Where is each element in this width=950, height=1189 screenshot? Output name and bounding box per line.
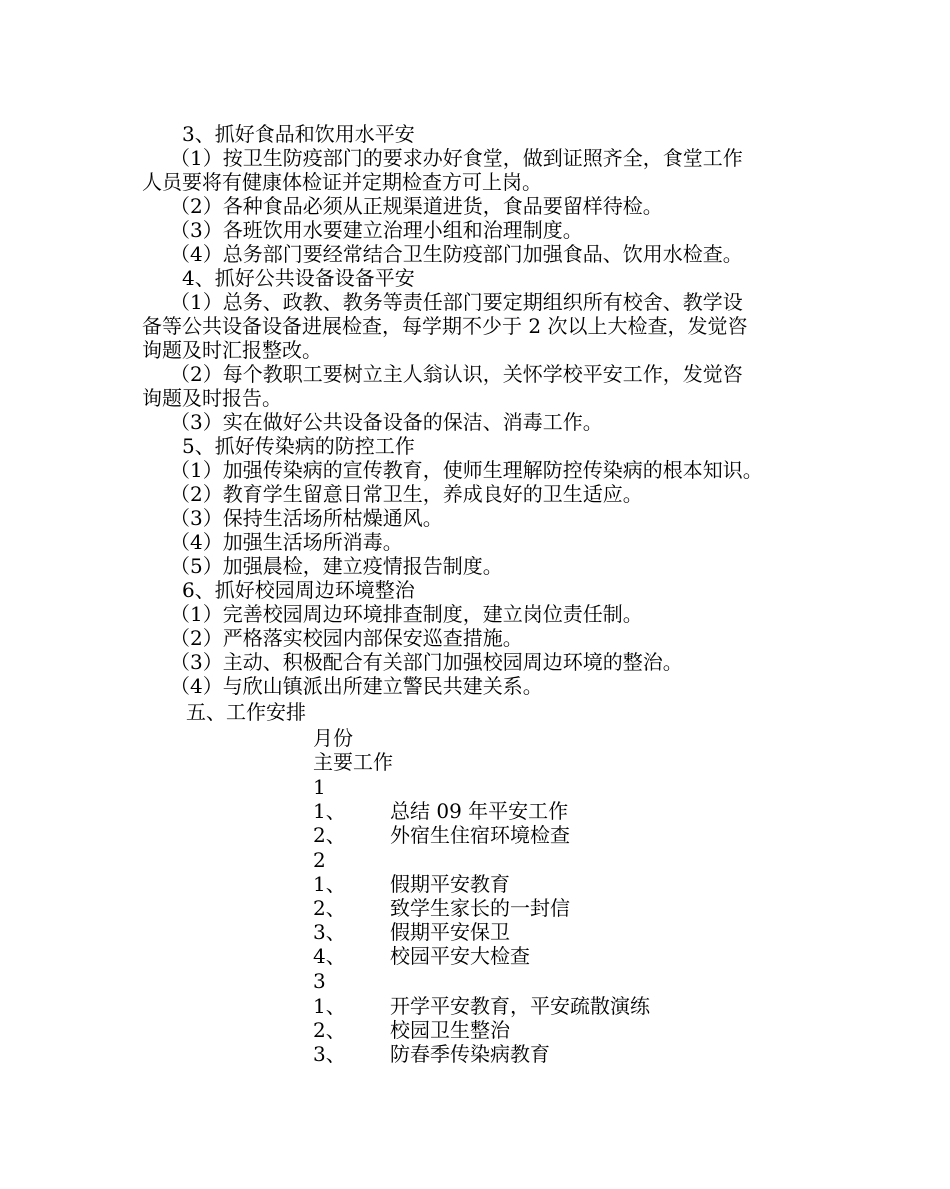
task-text: 致学生家长的一封信: [390, 896, 570, 920]
section3-item-2: （2）各种食品必须从正规渠道进货，食品要留样待检。: [170, 194, 663, 218]
task-text: 开学平安教育，平安疏散演练: [390, 994, 650, 1018]
schedule-month: 3: [313, 969, 326, 993]
section4-item-1: （1）总务、政教、教务等责任部门要定期组织所有校舍、教学设: [170, 290, 743, 314]
schedule-month: 1: [313, 775, 326, 799]
task-number: 3、: [313, 920, 346, 944]
task-text: 假期平安保卫: [390, 920, 510, 944]
task-number: 2、: [313, 823, 346, 847]
section3-item-3: （3）各班饮用水要建立治理小组和治理制度。: [170, 218, 583, 242]
task-number: 3、: [313, 1042, 346, 1066]
task-text: 校园平安大检查: [390, 944, 530, 968]
section4-item-2-cont: 询题及时报告。: [142, 386, 282, 410]
section3-item-1-cont: 人员要将有健康体检证并定期检查方可上岗。: [142, 170, 542, 194]
section4-item-3: （3）实在做好公共设备设备的保洁、消毒工作。: [170, 410, 603, 434]
section4-heading: 4、抓好公共设备设备平安: [182, 266, 415, 290]
section6-heading: 6、抓好校园周边环境整治: [182, 578, 415, 602]
schedule-month: 2: [313, 848, 326, 872]
section6-item-3: （3）主动、积极配合有关部门加强校园周边环境的整治。: [170, 650, 683, 674]
task-number: 2、: [313, 896, 346, 920]
schedule-col-work: 主要工作: [313, 750, 393, 774]
section5-item-1: （1）加强传染病的宣传教育，使师生理解防控传染病的根本知识。: [170, 458, 763, 482]
task-text: 假期平安教育: [390, 872, 510, 896]
task-number: 1、: [313, 994, 346, 1018]
section4-item-1-cont: 备等公共设备设备进展检查，每学期不少于 2 次以上大检查，发觉咨: [142, 314, 748, 338]
task-number: 4、: [313, 944, 346, 968]
section6-item-1: （1）完善校园周边环境排查制度，建立岗位责任制。: [170, 602, 643, 626]
section6-item-4: （4）与欣山镇派出所建立警民共建关系。: [170, 674, 543, 698]
section4-item-1-cont2: 询题及时汇报整改。: [142, 338, 322, 362]
section5-item-2: （2）教育学生留意日常卫生，养成良好的卫生适应。: [170, 482, 643, 506]
part5-heading: 五、工作安排: [186, 700, 306, 724]
section5-heading: 5、抓好传染病的防控工作: [182, 434, 415, 458]
section6-item-2: （2）严格落实校园内部保安巡查措施。: [170, 626, 523, 650]
task-text: 外宿生住宿环境检查: [390, 823, 570, 847]
schedule-col-month: 月份: [313, 726, 353, 750]
task-text: 校园卫生整治: [390, 1018, 510, 1042]
section3-item-4: （4）总务部门要经常结合卫生防疫部门加强食品、饮用水检查。: [170, 242, 743, 266]
task-text: 防春季传染病教育: [390, 1042, 550, 1066]
section3-item-1: （1）按卫生防疫部门的要求办好食堂，做到证照齐全，食堂工作: [170, 146, 743, 170]
task-number: 1、: [313, 799, 346, 823]
section5-item-5: （5）加强晨检，建立疫情报告制度。: [170, 554, 503, 578]
task-text: 总结 09 年平安工作: [390, 799, 569, 823]
section4-item-2: （2）每个教职工要树立主人翁认识，关怀学校平安工作，发觉咨: [170, 362, 743, 386]
section5-item-3: （3）保持生活场所枯燥通风。: [170, 506, 443, 530]
section3-heading: 3、抓好食品和饮用水平安: [182, 122, 415, 146]
task-number: 1、: [313, 872, 346, 896]
task-number: 2、: [313, 1018, 346, 1042]
section5-item-4: （4）加强生活场所消毒。: [170, 530, 403, 554]
